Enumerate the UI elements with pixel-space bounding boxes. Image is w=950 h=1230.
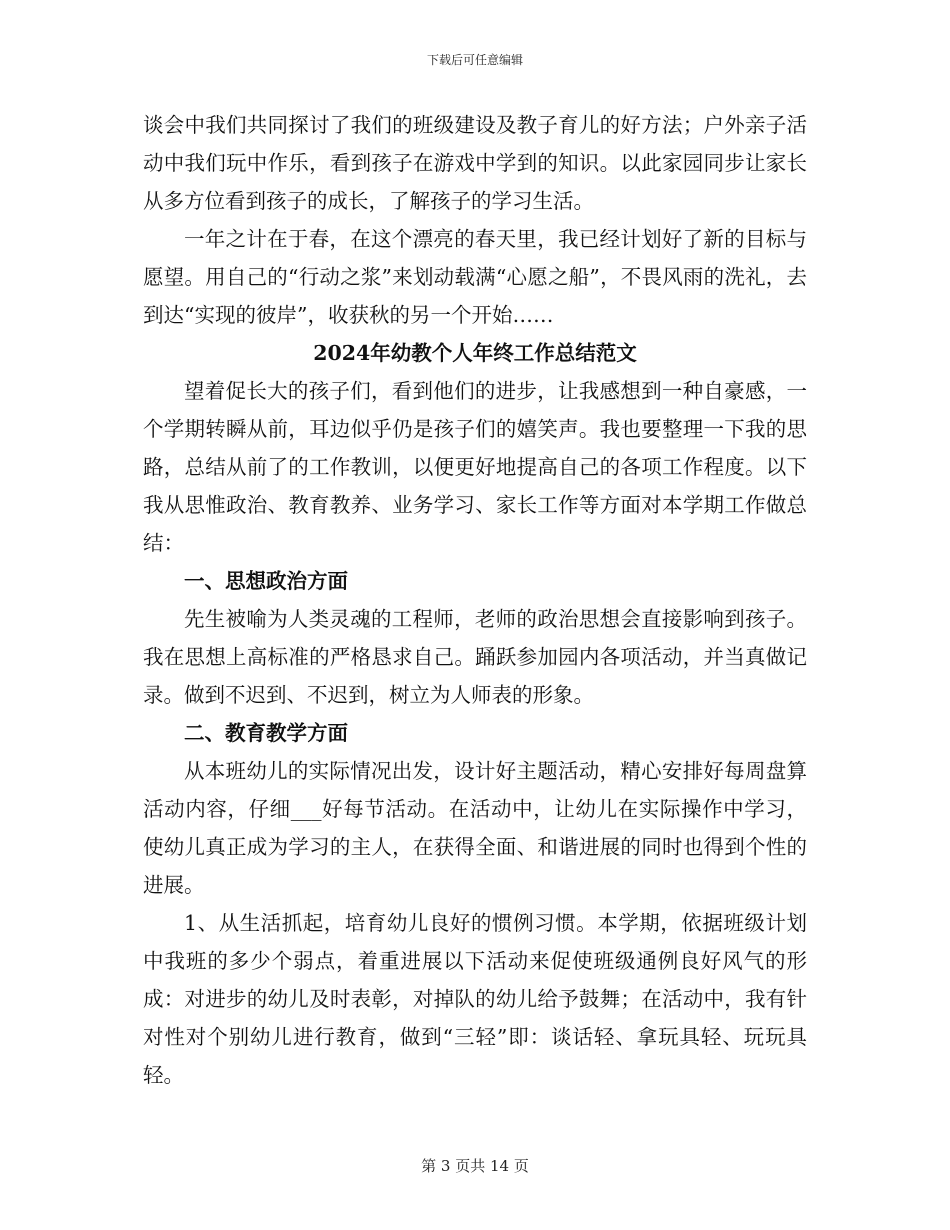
section-heading-teaching: 二、教育教学方面 bbox=[184, 721, 348, 745]
section-teaching-paragraph-1: 从本班幼儿的实际情况出发，设计好主题活动，精心安排好每周盘算活动内容，仔细___好每节活动。在活动中，让幼儿在实际操作中学习，使幼儿真正成为学习的主人，在获得全面、和谐进展的同时也得到个性的进展。 bbox=[143, 759, 807, 897]
page-header: 下载后可任意编辑 bbox=[426, 53, 523, 67]
intro-paragraph-1: 谈会中我们共同探讨了我们的班级建设及教子育儿的好方法；户外亲子活动中我们玩中作乐，看到孩子在游戏中学到的知识。以此家园同步让家长从多方位看到孩子的成长，了解孩子的学习生活。 bbox=[143, 113, 807, 213]
section-teaching-paragraph-2: 1、从生活抓起，培育幼儿良好的惯例习惯。本学期，依据班级计划中我班的多少个弱点，着重进展以下活动来促使班级通例良好风气的形成：对进步的幼儿及时表彰，对掉队的幼儿给予鼓舞；在活动中，我有针对性对个别幼儿进行教育，做到“三轻”即：谈话轻、拿玩具轻、玩玩具轻。 bbox=[143, 911, 807, 1087]
section-heading-politics: 一、思想政治方面 bbox=[184, 569, 348, 593]
intro-paragraph-2: 一年之计在于春，在这个漂亮的春天里，我已经计划好了新的目标与愿望。用自己的“行动之浆”来划动载满“心愿之船”，不畏风雨的洗礼，去到达“实现的彼岸”，收获秋的另一个开始…… bbox=[143, 227, 807, 327]
document-title: 2024年幼教个人年终工作总结范文 bbox=[313, 341, 637, 365]
page-number-footer: 第 3 页共 14 页 bbox=[421, 1157, 529, 1175]
opening-paragraph: 望着促长大的孩子们，看到他们的进步，让我感想到一种自豪感，一个学期转瞬从前，耳边似乎仍是孩子们的嬉笑声。我也要整理一下我的思路，总结从前了的工作教训，以便更好地提高自己的各项工作程度。以下我从思惟政治、教育教养、业务学习、家长工作等方面对本学期工作做总结： bbox=[143, 379, 807, 555]
section-politics-paragraph: 先生被喻为人类灵魂的工程师，老师的政治思想会直接影响到孩子。我在思想上高标准的严格恳求自己。踊跃参加园内各项活动，并当真做记录。做到不迟到、不迟到，树立为人师表的形象。 bbox=[143, 607, 807, 707]
document-body bbox=[143, 106, 807, 1094]
